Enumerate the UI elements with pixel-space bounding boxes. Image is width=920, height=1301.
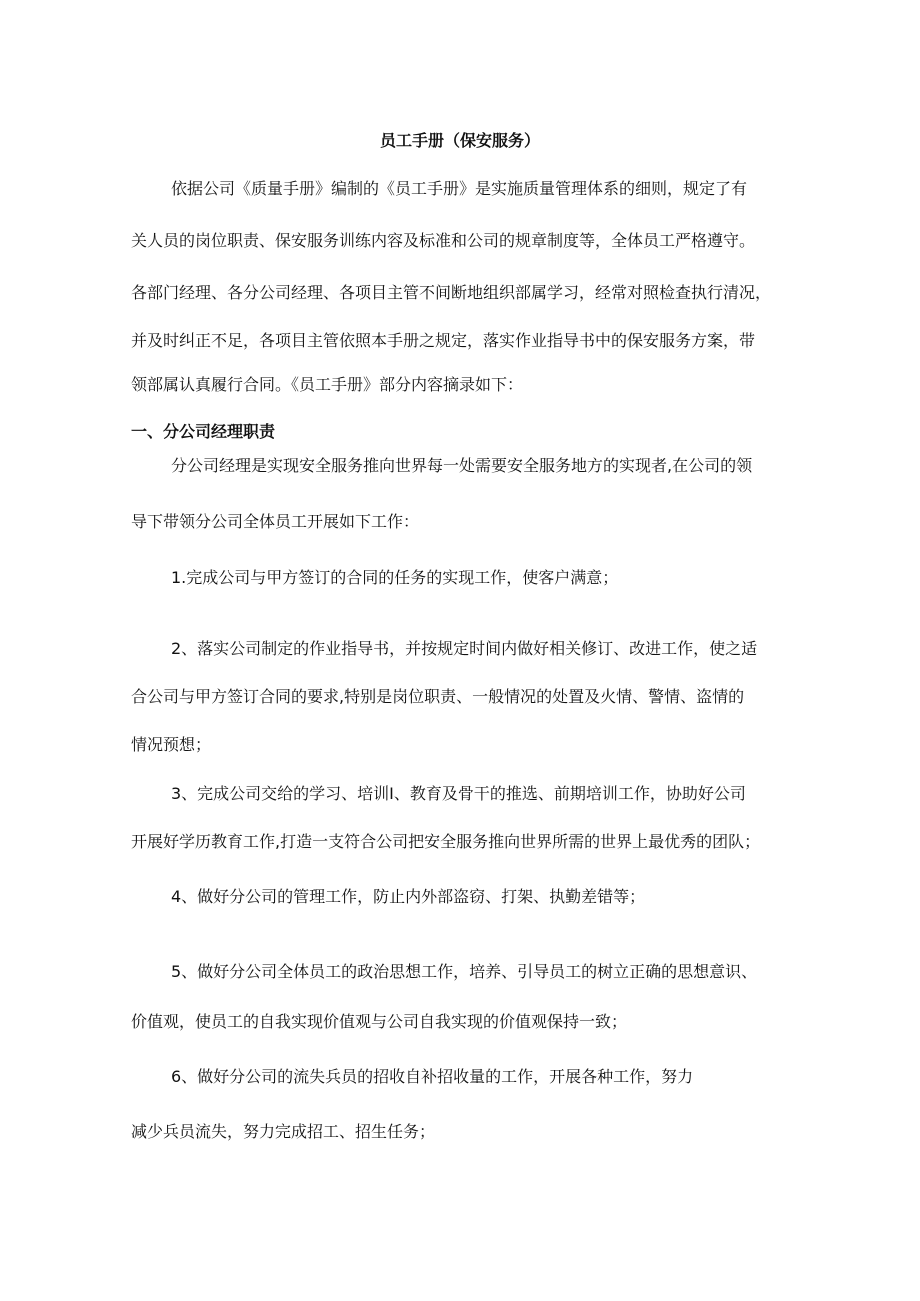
intro-line-1: 依据公司《质量手册》编制的《员工手册》是实施质量管理体系的细则，规定了有 (171, 179, 748, 198)
section-heading: 一、分公司经理职责 (131, 422, 276, 441)
section-para-line-2: 导下带领分公司全体员工开展如下工作： (131, 512, 420, 531)
item-5-line-2: 价值观，使员工的自我实现价值观与公司自我实现的价值观保持一致； (131, 1012, 628, 1031)
item-2-line-3: 情况预想； (131, 735, 212, 754)
item-6-line-2: 减少兵员流失，努力完成招工、招生任务； (131, 1122, 436, 1141)
item-2-line-2: 合公司与甲方签订合同的要求,特别是岗位职责、一般情况的处置及火情、警情、盗情的 (131, 687, 745, 706)
intro-line-5: 领部属认真履行合同。《员工手册》部分内容摘录如下： (131, 375, 524, 394)
item-1-line-1: 1.完成公司与甲方签订的合同的任务的实现工作，使客户满意； (171, 568, 619, 587)
item-4-line-1: 4、做好分公司的管理工作，防止内外部盗窃、打架、执勤差错等； (171, 887, 646, 906)
intro-line-2: 关人员的岗位职责、保安服务训练内容及标准和公司的规章制度等，全体员工严格遵守。 (131, 231, 756, 250)
item-3-line-1: 3、完成公司交给的学习、培训I、教育及骨干的推选、前期培训工作，协助好公司 (171, 784, 746, 803)
intro-line-4: 并及时纠正不足，各项目主管依照本手册之规定，落实作业指导书中的保安服务方案，带 (131, 331, 756, 350)
page-title: 员工手册（保安服务） (379, 131, 540, 150)
item-6-line-1: 6、做好分公司的流失兵员的招收自补招收量的工作，开展各种工作，努力 (171, 1067, 694, 1086)
intro-line-3: 各部门经理、各分公司经理、各项目主管不间断地组织部属学习，经常对照检查执行清况， (131, 283, 772, 302)
item-5-line-1: 5、做好分公司全体员工的政治思想工作，培养、引导员工的树立正确的思想意识、 (171, 962, 758, 981)
item-3-line-2: 开展好学历教育工作,打造一支符合公司把安全服务推向世界所需的世界上最优秀的团队； (131, 832, 761, 851)
item-2-line-1: 2、落实公司制定的作业指导书，并按规定时间内做好相关修订、改进工作，使之适 (171, 639, 758, 658)
section-para-line-1: 分公司经理是实现安全服务推向世界每一处需要安全服务地方的实现者,在公司的领 (171, 456, 753, 475)
